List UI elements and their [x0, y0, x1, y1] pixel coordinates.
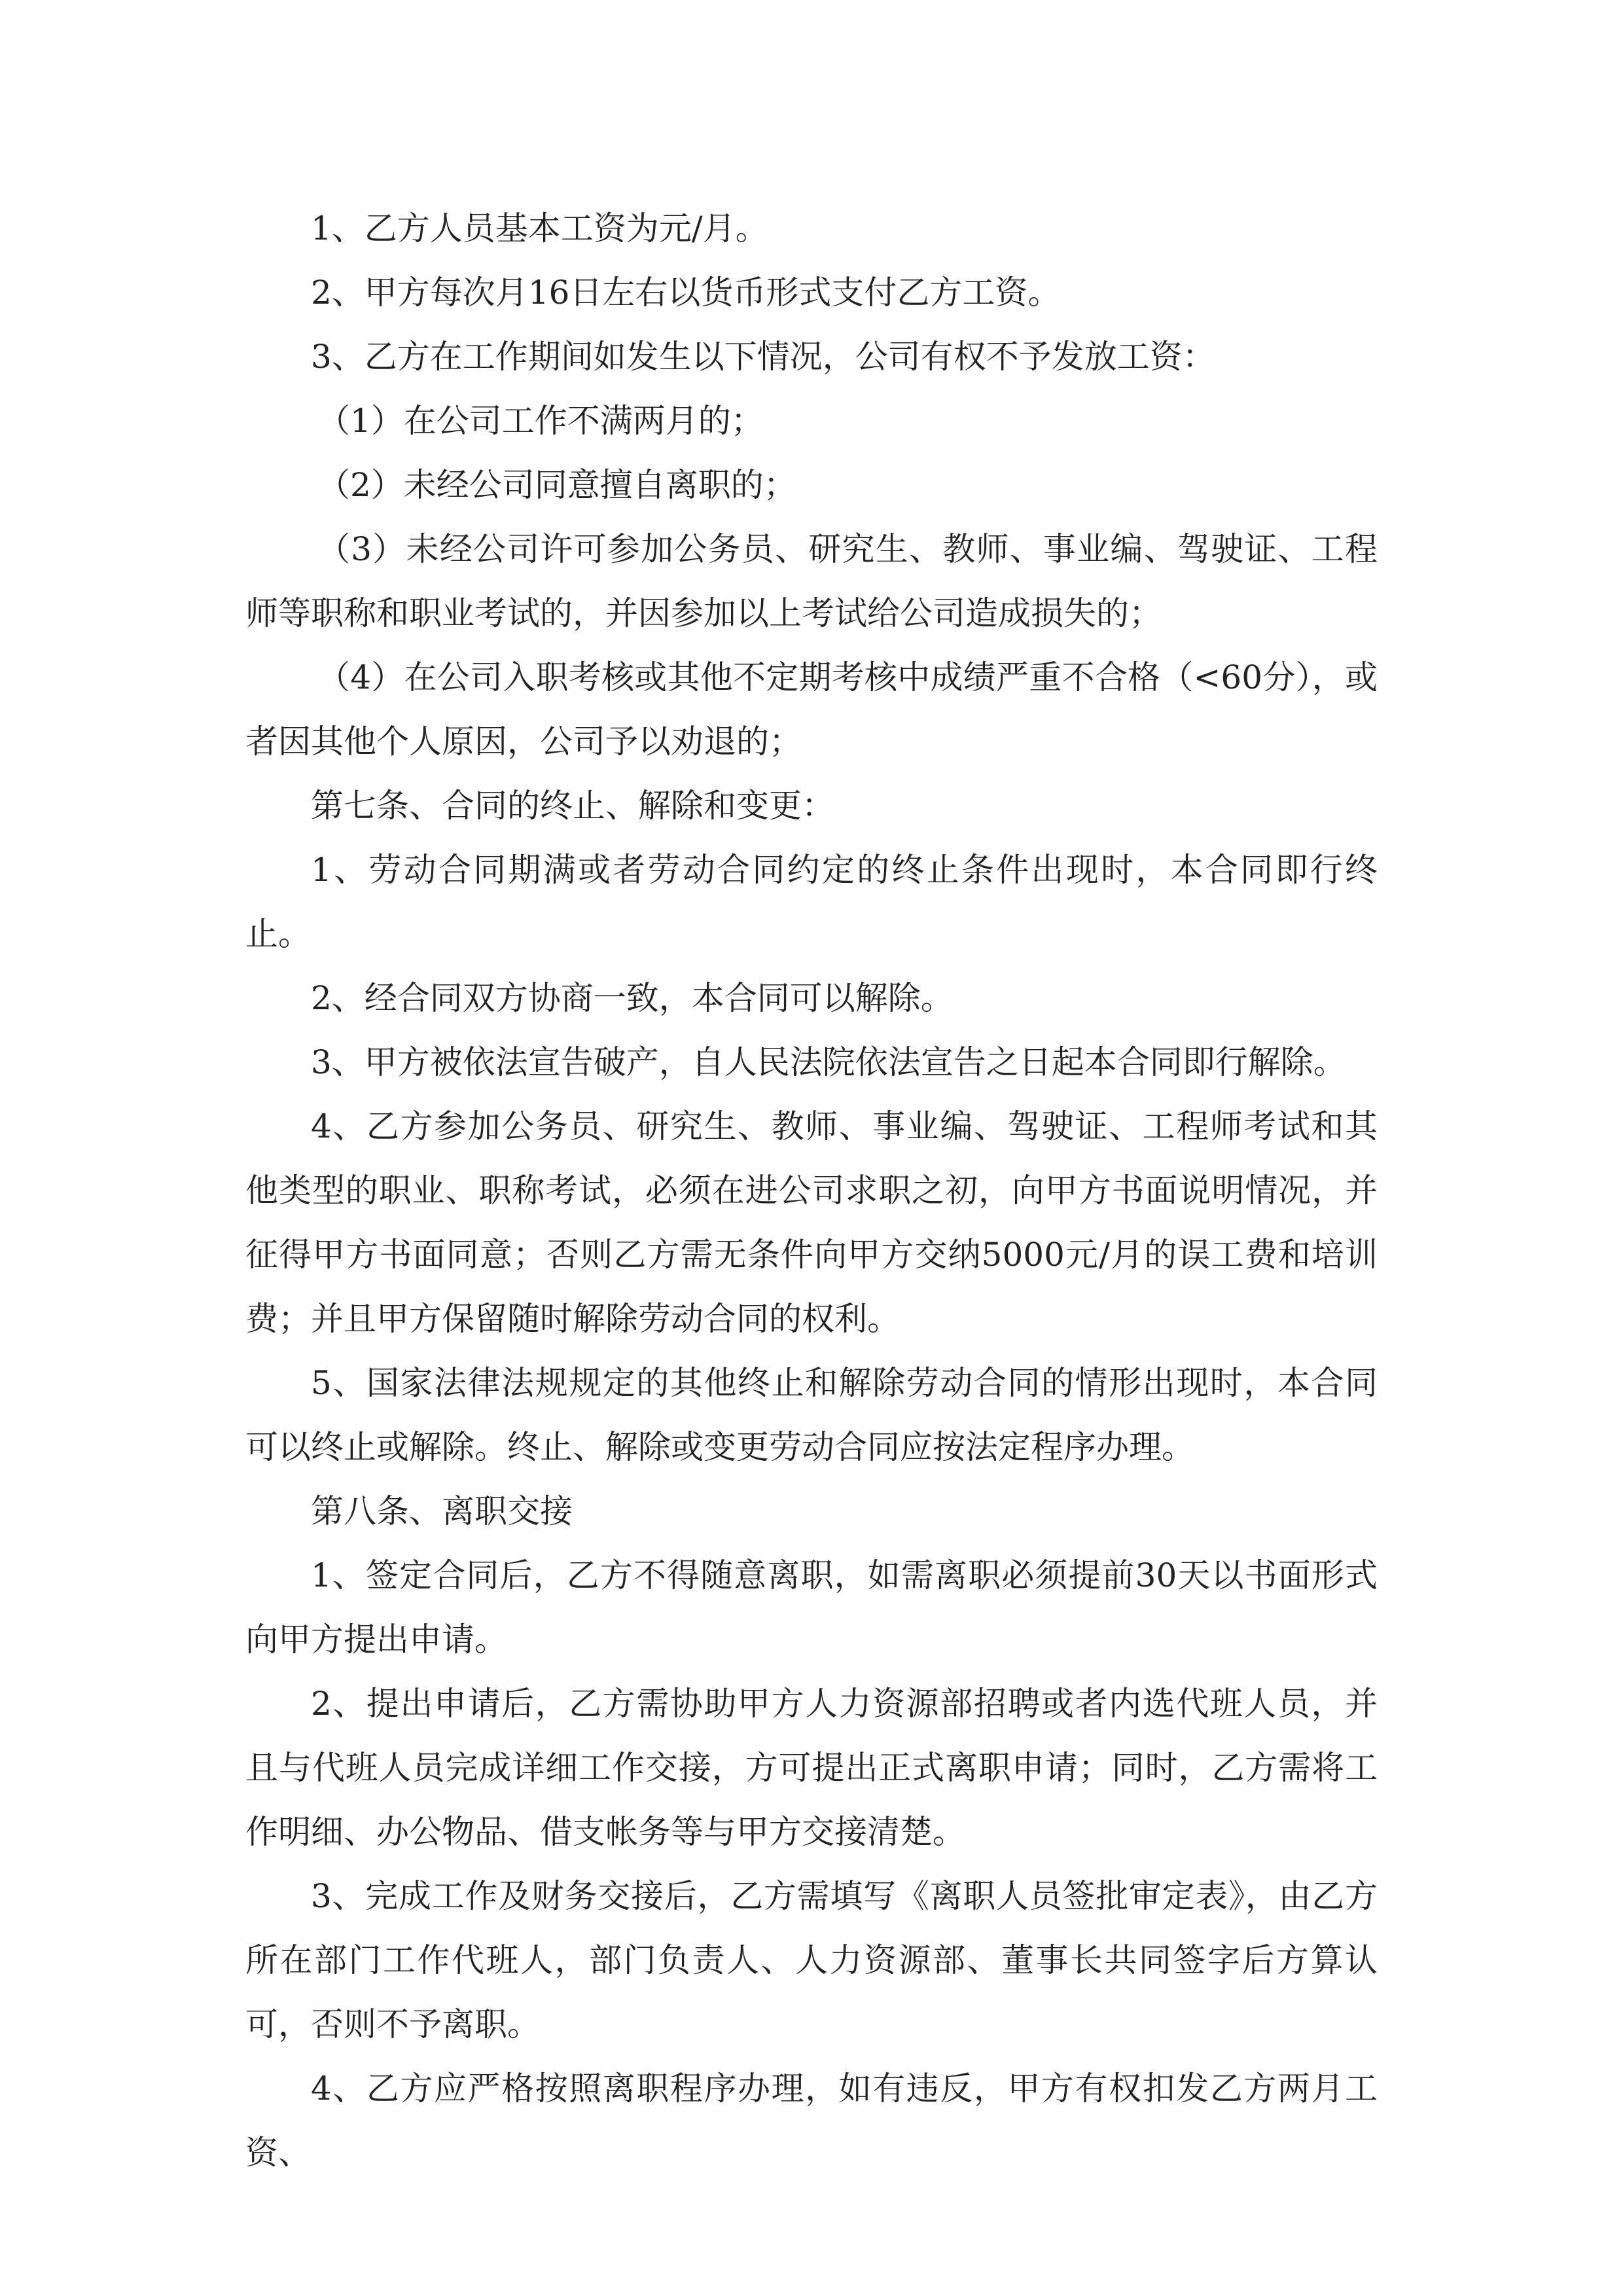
paragraph-termination-3: 3、甲方被依法宣告破产，自人民法院依法宣告之日起本合同即行解除。 — [311, 1043, 1346, 1081]
section-heading-article-8: 第八条、离职交接 — [311, 1492, 573, 1530]
paragraph-handover-4: 4、乙方应严格按照离职程序办理，如有违反，甲方有权扣发乙方两月工资、 — [245, 2070, 1378, 2172]
section-heading-article-7: 第七条、合同的终止、解除和变更： — [311, 787, 834, 825]
paragraph-salary-amount: 1、乙方人员基本工资为元/月。 — [311, 209, 768, 247]
paragraph-handover-2: 2、提出申请后，乙方需协助甲方人力资源部招聘或者内选代班人员，并且与代班人员完成详细工作交接，方可提出正式离职申请；同时，乙方需将工作明细、办公物品、借支帐务等与甲方交接清楚。 — [245, 1685, 1378, 1851]
paragraph-termination-4: 4、乙方参加公务员、研究生、教师、事业编、驾驶证、工程师考试和其他类型的职业、职称考试，必须在进公司求职之初，向甲方书面说明情况，并征得甲方书面同意；否则乙方需无条件向甲方交纳5000元/月的误工费和培训费；并且甲方保留随时解除劳动合同的权利。 — [245, 1107, 1378, 1338]
paragraph-withhold-item-2: （2）未经公司同意擅自离职的； — [317, 466, 796, 504]
paragraph-salary-payment: 2、甲方每次月16日左右以货币形式支付乙方工资。 — [311, 274, 1061, 312]
paragraph-salary-withhold: 3、乙方在工作期间如发生以下情况，公司有权不予发放工资： — [311, 338, 1215, 376]
paragraph-withhold-item-3: （3）未经公司许可参加公务员、研究生、教师、事业编、驾驶证、工程师等职称和职业考试的，并因参加以上考试给公司造成损失的； — [245, 530, 1378, 632]
paragraph-withhold-item-4: （4）在公司入职考核或其他不定期考核中成绩严重不合格（<60分），或者因其他个人原因，公司予以劝退的； — [245, 658, 1378, 761]
paragraph-termination-1: 1、劳动合同期满或者劳动合同约定的终止条件出现时，本合同即行终止。 — [245, 851, 1378, 953]
paragraph-termination-5: 5、国家法律法规规定的其他终止和解除劳动合同的情形出现时，本合同可以终止或解除。终止、解除或变更劳动合同应按法定程序办理。 — [245, 1364, 1378, 1466]
paragraph-handover-3: 3、完成工作及财务交接后，乙方需填写《离职人员签批审定表》，由乙方所在部门工作代班人，部门负责人、人力资源部、董事长共同签字后方算认可，否则不予离职。 — [245, 1877, 1378, 2043]
paragraph-termination-2: 2、经合同双方协商一致，本合同可以解除。 — [311, 979, 954, 1017]
document-body — [245, 196, 1378, 2185]
paragraph-handover-1: 1、签定合同后，乙方不得随意离职，如需离职必须提前30天以书面形式向甲方提出申请。 — [245, 1556, 1378, 1659]
paragraph-withhold-item-1: （1）在公司工作不满两月的； — [317, 402, 764, 440]
